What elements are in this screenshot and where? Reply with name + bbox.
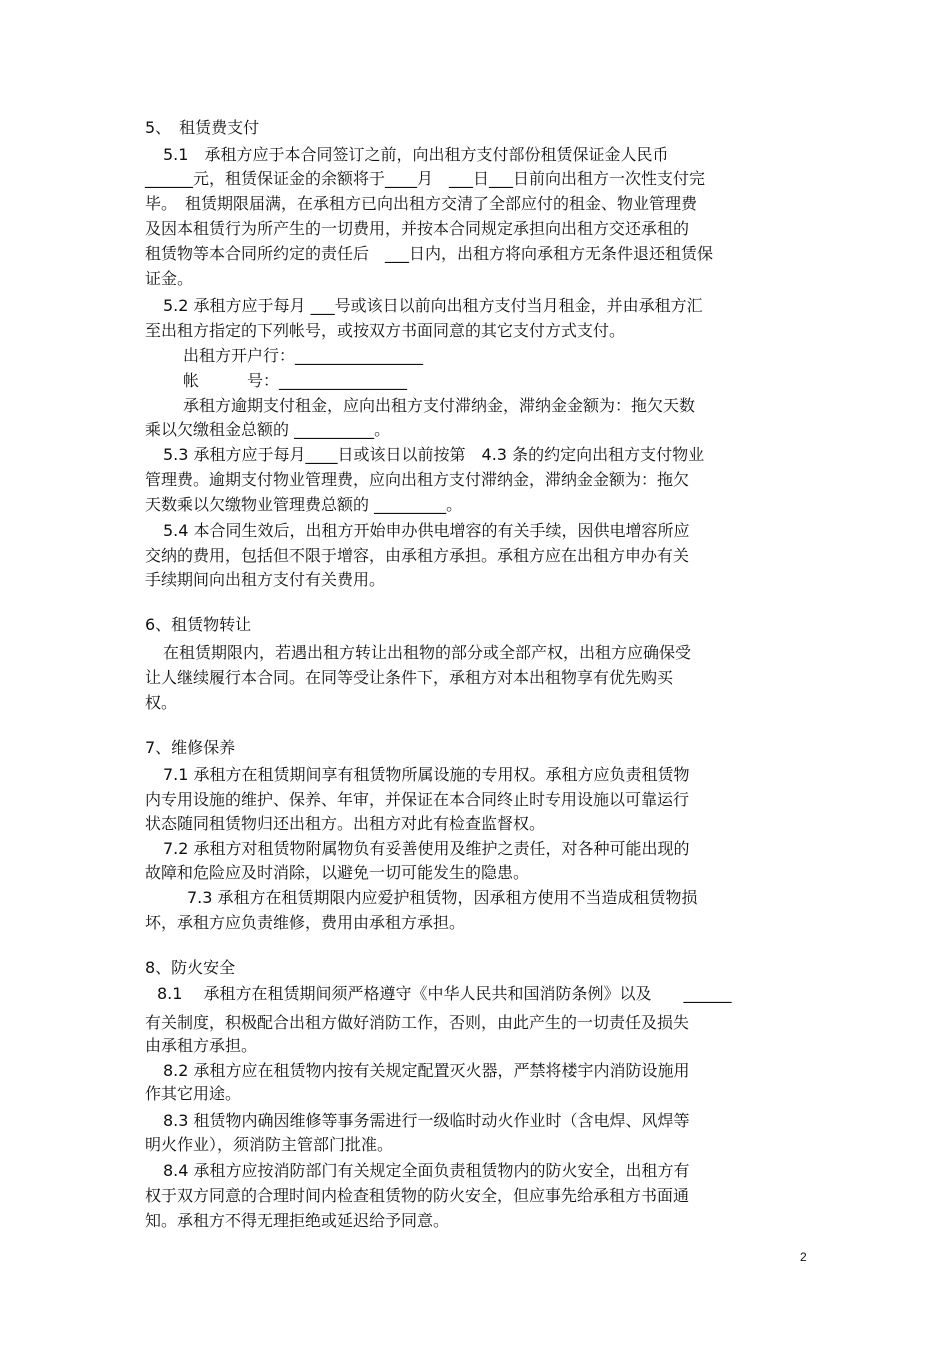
para-8-4: 权于双方同意的合理时间内检查租赁物的防火安全，但应事先给承租方书面通 (145, 1186, 690, 1205)
para-7-2: 故障和危险应及时消除，以避免一切可能发生的隐患。 (145, 863, 530, 882)
para-5-2: 至出租方指定的下列帐号，或按双方书面同意的其它支付方式支付。 (145, 321, 626, 340)
para-5-4: 5.4 本合同生效后，出租方开始申办供电增容的有关手续，因供电增容所应 (163, 521, 690, 540)
para-5-1: 租赁物等本合同所约定的责任后 ___日内，出租方将向承租方无条件退还租赁保 (145, 244, 714, 263)
para-5-3: 5.3 承租方应于每月____日或该日以前按第 4.3 条的约定向出租方支付物业 (163, 445, 705, 464)
para-7-1: 内专用设施的维护、保养、年审，并保证在本合同终止时专用设施以可靠运行 (145, 790, 690, 809)
late-fee-para: 乘以欠缴租金总额的 __________。 (145, 420, 391, 439)
late-fee-para: 承租方逾期支付租金，应向出租方支付滞纳金，滞纳金金额为：拖欠天数 (183, 396, 696, 415)
para-6: 权。 (145, 693, 178, 712)
para-8-1: 有关制度，积极配合出租方做好消防工作，否则，由此产生的一切责任及损失 (145, 1013, 690, 1032)
para-8-2: 作其它用途。 (145, 1084, 242, 1103)
bank-line: 出租方开户行：________________ (183, 346, 424, 365)
section-5-heading: 5、 租赁费支付 (145, 118, 260, 137)
para-5-1: 毕。 租赁期限届满，在承租方已向出租方交清了全部应付的租金、物业管理费 (145, 194, 698, 213)
para-5-1: 5.1 承租方应于本合同签订之前，向出租方支付部份租赁保证金人民币 (163, 145, 669, 164)
para-8-4: 知。承租方不得无理拒绝或延迟给予同意。 (145, 1211, 450, 1230)
para-7-3: 坏，承租方应负责维修，费用由承租方承担。 (145, 913, 466, 932)
para-7-2: 7.2 承租方对租赁物附属物负有妥善使用及维护之责任，对各种可能出现的 (163, 839, 690, 858)
para-5-1: 及因本租赁行为所产生的一切费用，并按本合同规定承担向出租方交还承租的 (145, 219, 690, 238)
para-8-4: 8.4 承租方应按消防部门有关规定全面负责租赁物内的防火安全，出租方有 (163, 1161, 690, 1180)
para-8-2: 8.2 承租方应在租赁物内按有关规定配置灭火器，严禁将楼宇内消防设施用 (163, 1061, 690, 1080)
para-7-1: 7.1 承租方在租赁期间享有租赁物所属设施的专用权。承租方应负责租赁物 (163, 765, 690, 784)
para-5-1: ______元，租赁保证金的余额将于____月 ___日___日前向出租方一次性支付完 (145, 169, 706, 188)
section-8-heading: 8、防火安全 (145, 958, 236, 977)
para-5-4: 手续期间向出租方支付有关费用。 (145, 570, 386, 589)
account-line: 帐 号：________________ (183, 371, 408, 390)
para-8-1: 由承租方承担。 (145, 1036, 258, 1055)
para-7-3: 7.3 承租方在租赁期限内应爱护租赁物，因承租方使用不当造成租赁物损 (187, 888, 698, 907)
para-8-1: 8.1 承租方在租赁期间须严格遵守《中华人民共和国消防条例》以及 ______ (157, 984, 732, 1003)
para-8-3: 明火作业），须消防主管部门批准。 (145, 1135, 394, 1154)
section-6-heading: 6、租赁物转让 (145, 615, 252, 634)
para-5-2: 5.2 承租方应于每月 ___号或该日以前向出租方支付当月租金，并由承租方汇 (163, 296, 703, 315)
para-6: 在租赁期限内，若遇出租方转让出租物的部分或全部产权，出租方应确保受 (163, 643, 692, 662)
para-5-1: 证金。 (145, 269, 194, 288)
para-7-1: 状态随同租赁物归还出租方。出租方对此有检查监督权。 (145, 814, 546, 833)
para-5-4: 交纳的费用，包括但不限于增容，由承租方承担。承租方应在出租方申办有关 (145, 546, 690, 565)
para-6: 让人继续履行本合同。在同等受让条件下，承租方对本出租物享有优先购买 (145, 668, 674, 687)
page-number: 2 (800, 1250, 807, 1264)
para-8-3: 8.3 租赁物内确因维修等事务需进行一级临时动火作业时（含电焊、风焊等 (163, 1111, 690, 1130)
para-5-3: 天数乘以欠缴物业管理费总额的 _________。 (145, 495, 463, 514)
section-7-heading: 7、维修保养 (145, 738, 236, 757)
para-5-3: 管理费。逾期支付物业管理费，应向出租方支付滞纳金，滞纳金金额为：拖欠 (145, 470, 690, 489)
